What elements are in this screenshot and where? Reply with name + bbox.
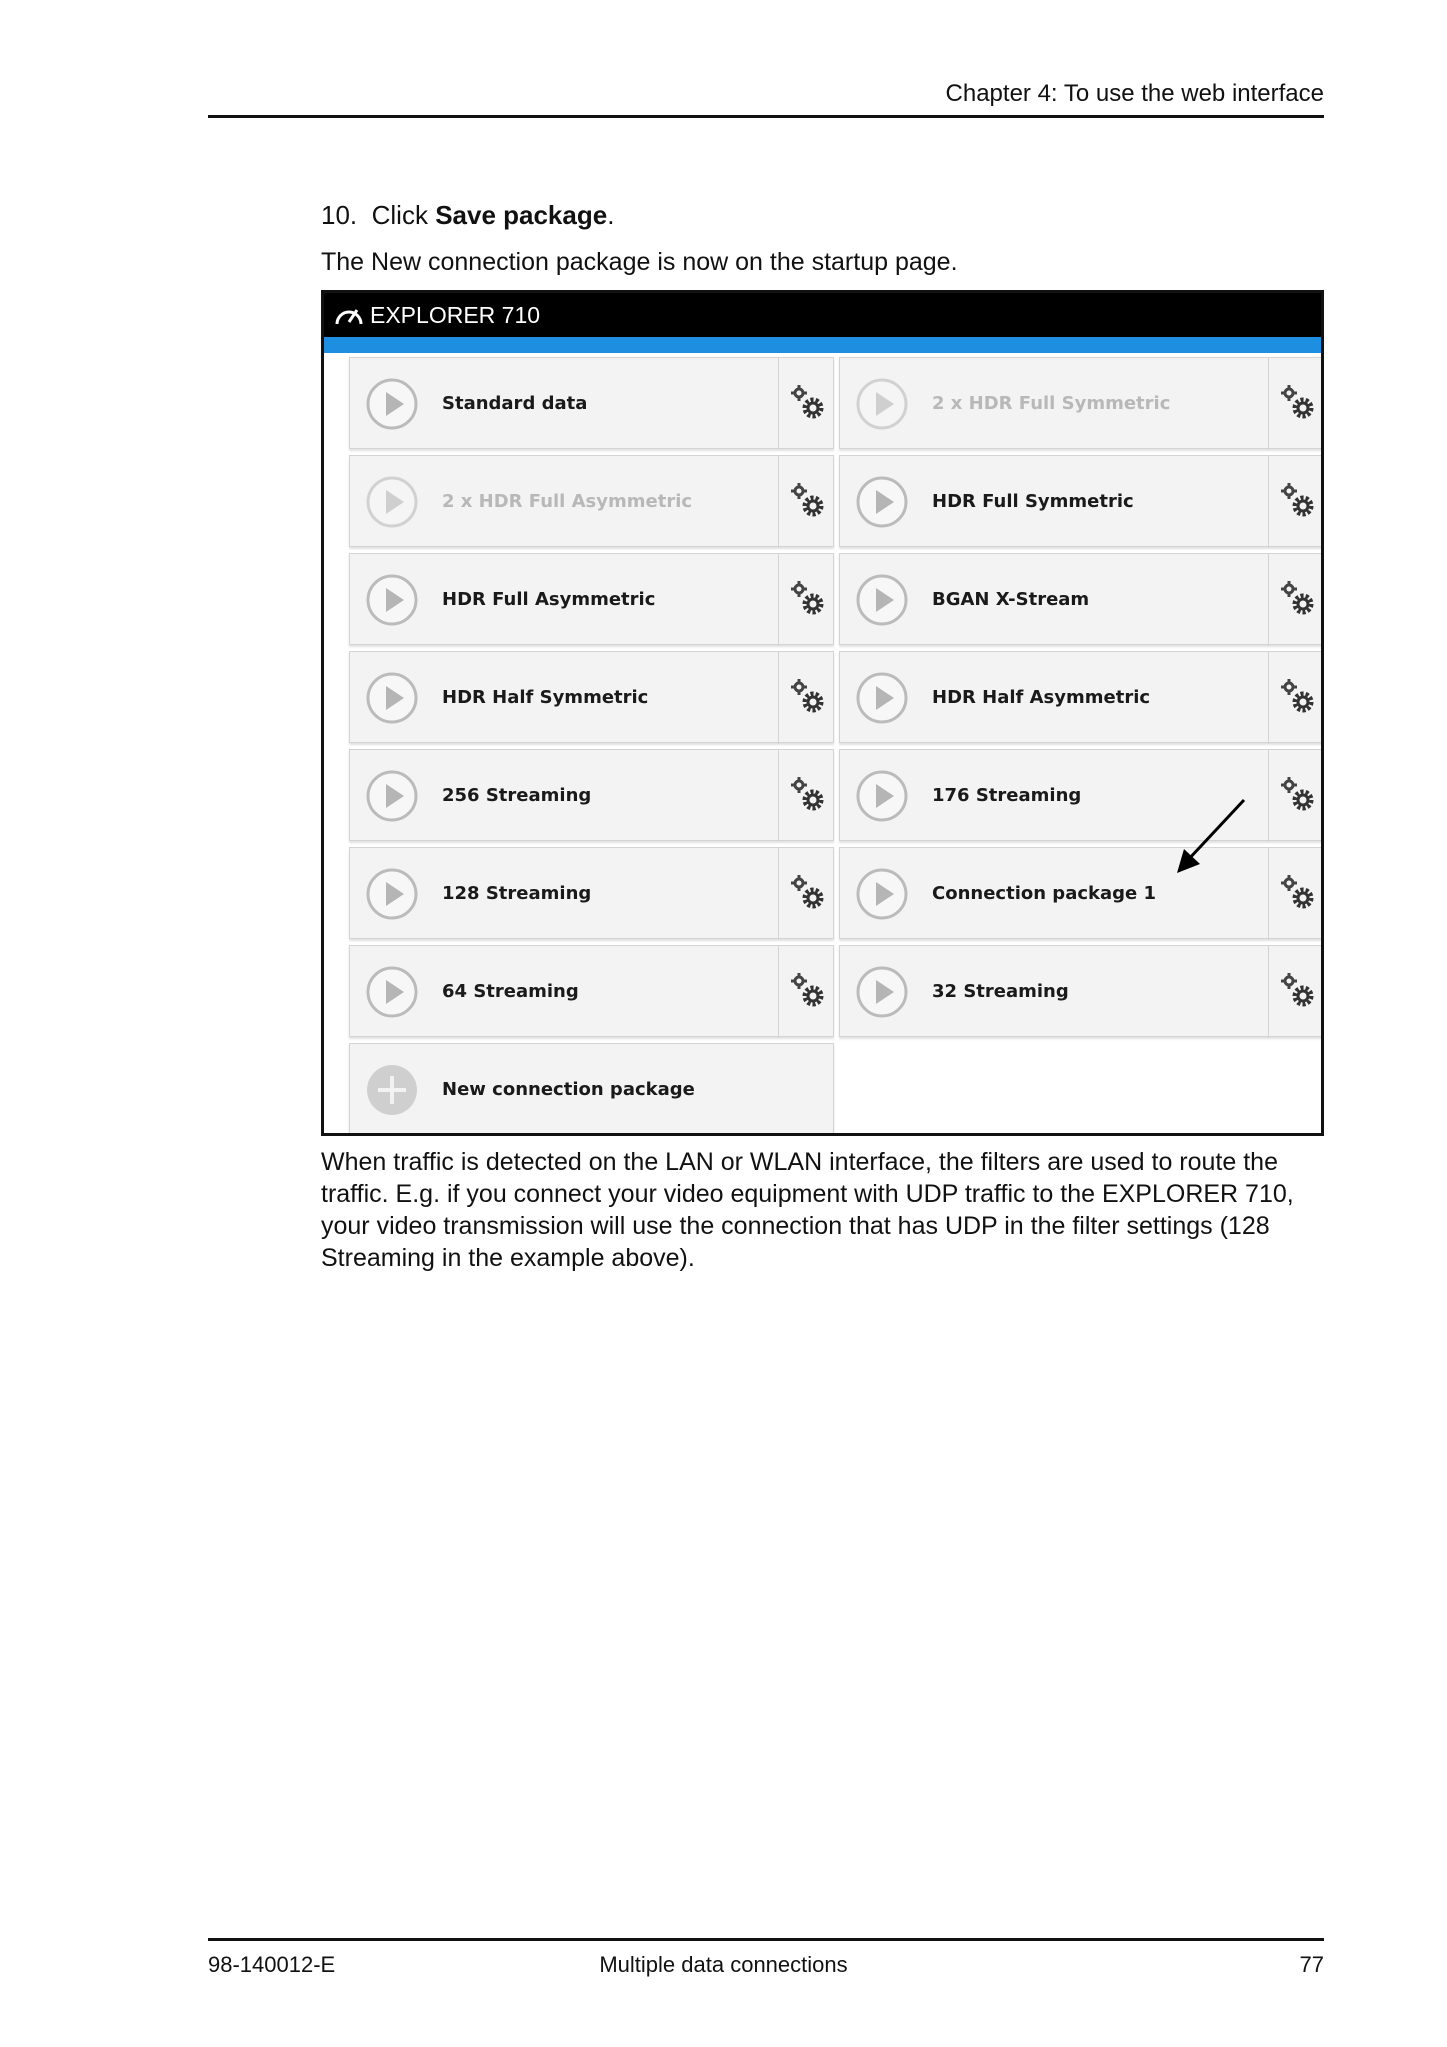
package-label: BGAN X-Stream: [932, 589, 1090, 610]
play-icon[interactable]: [856, 868, 908, 920]
package-label: 176 Streaming: [932, 785, 1082, 806]
package-label: Standard data: [442, 393, 588, 414]
package-tile[interactable]: [349, 553, 834, 645]
page-header-title: Chapter 4: To use the web interface: [945, 80, 1324, 107]
intro-text: The New connection package is now on the startup page.: [321, 248, 958, 276]
play-icon[interactable]: [856, 574, 908, 626]
footer-doc-id: 98-140012-E: [208, 1952, 336, 1977]
package-tile[interactable]: [839, 847, 1324, 939]
play-icon[interactable]: [366, 966, 418, 1018]
play-icon[interactable]: [856, 966, 908, 1018]
settings-button[interactable]: [1268, 554, 1323, 646]
settings-button[interactable]: [778, 750, 833, 842]
settings-button[interactable]: [1268, 848, 1323, 940]
settings-button[interactable]: [1268, 946, 1323, 1038]
package-label: HDR Half Symmetric: [442, 687, 649, 708]
new-package-label: New connection package: [442, 1079, 695, 1100]
package-tile[interactable]: [349, 749, 834, 841]
package-tile[interactable]: [349, 847, 834, 939]
settings-button[interactable]: [778, 946, 833, 1038]
package-label: 64 Streaming: [442, 981, 579, 1002]
package-label: 32 Streaming: [932, 981, 1069, 1002]
step-suffix: .: [607, 200, 615, 230]
play-icon[interactable]: [856, 378, 908, 430]
accent-bar: [324, 337, 1321, 353]
package-label: HDR Full Asymmetric: [442, 589, 656, 610]
package-tile[interactable]: [839, 455, 1324, 547]
header-rule: [208, 115, 1324, 118]
step-number: 10.: [321, 200, 358, 230]
settings-button[interactable]: [778, 652, 833, 744]
package-tile[interactable]: [349, 357, 834, 449]
play-icon[interactable]: [366, 868, 418, 920]
app-titlebar: [324, 293, 1321, 337]
package-tile[interactable]: [349, 455, 834, 547]
play-icon[interactable]: [856, 672, 908, 724]
play-icon[interactable]: [366, 378, 418, 430]
play-icon[interactable]: [856, 770, 908, 822]
package-label: Connection package 1: [932, 883, 1157, 904]
package-tile[interactable]: [839, 651, 1324, 743]
play-icon[interactable]: [856, 476, 908, 528]
settings-button[interactable]: [1268, 358, 1323, 450]
footer-rule: [208, 1938, 1324, 1941]
new-package-tile[interactable]: [349, 1043, 834, 1135]
play-icon[interactable]: [366, 770, 418, 822]
package-tile[interactable]: [839, 357, 1324, 449]
settings-button[interactable]: [1268, 750, 1323, 842]
settings-button[interactable]: [778, 848, 833, 940]
package-label: 256 Streaming: [442, 785, 592, 806]
package-tile[interactable]: [349, 651, 834, 743]
settings-button[interactable]: [1268, 456, 1323, 548]
package-label: HDR Full Symmetric: [932, 491, 1134, 512]
plus-icon[interactable]: [366, 1064, 418, 1116]
step-bold: Save package: [435, 200, 608, 230]
package-tile[interactable]: [839, 553, 1324, 645]
play-icon[interactable]: [366, 476, 418, 528]
footer-page-number: 77: [1299, 1952, 1324, 1977]
settings-button[interactable]: [778, 358, 833, 450]
settings-button[interactable]: [778, 554, 833, 646]
step-instruction: [321, 200, 614, 231]
speedometer-icon: [334, 302, 364, 328]
package-label: 2 x HDR Full Symmetric: [932, 393, 1171, 414]
app-screenshot: [321, 290, 1324, 1136]
settings-button[interactable]: [778, 456, 833, 548]
app-title: EXPLORER 710: [370, 301, 541, 328]
package-tile[interactable]: [839, 749, 1324, 841]
settings-button[interactable]: [1268, 652, 1323, 744]
step-prefix: Click: [371, 200, 428, 230]
play-icon[interactable]: [366, 672, 418, 724]
package-label: HDR Half Asymmetric: [932, 687, 1151, 708]
package-tile[interactable]: [839, 945, 1324, 1037]
footer-section: Multiple data connections: [599, 1952, 848, 1977]
package-label: 128 Streaming: [442, 883, 592, 904]
play-icon[interactable]: [366, 574, 418, 626]
body-paragraph: When traffic is detected on the LAN or WLAN interface, the filters are used to route the traffic. E.g. if you connect your video equipment with UDP traffic to the EXPLORER 710, your video transmission will use the connection that has UDP in the filter settings (128 Streaming in the example above).: [321, 1148, 1294, 1272]
package-tile[interactable]: [349, 945, 834, 1037]
package-label: 2 x HDR Full Asymmetric: [442, 491, 693, 512]
